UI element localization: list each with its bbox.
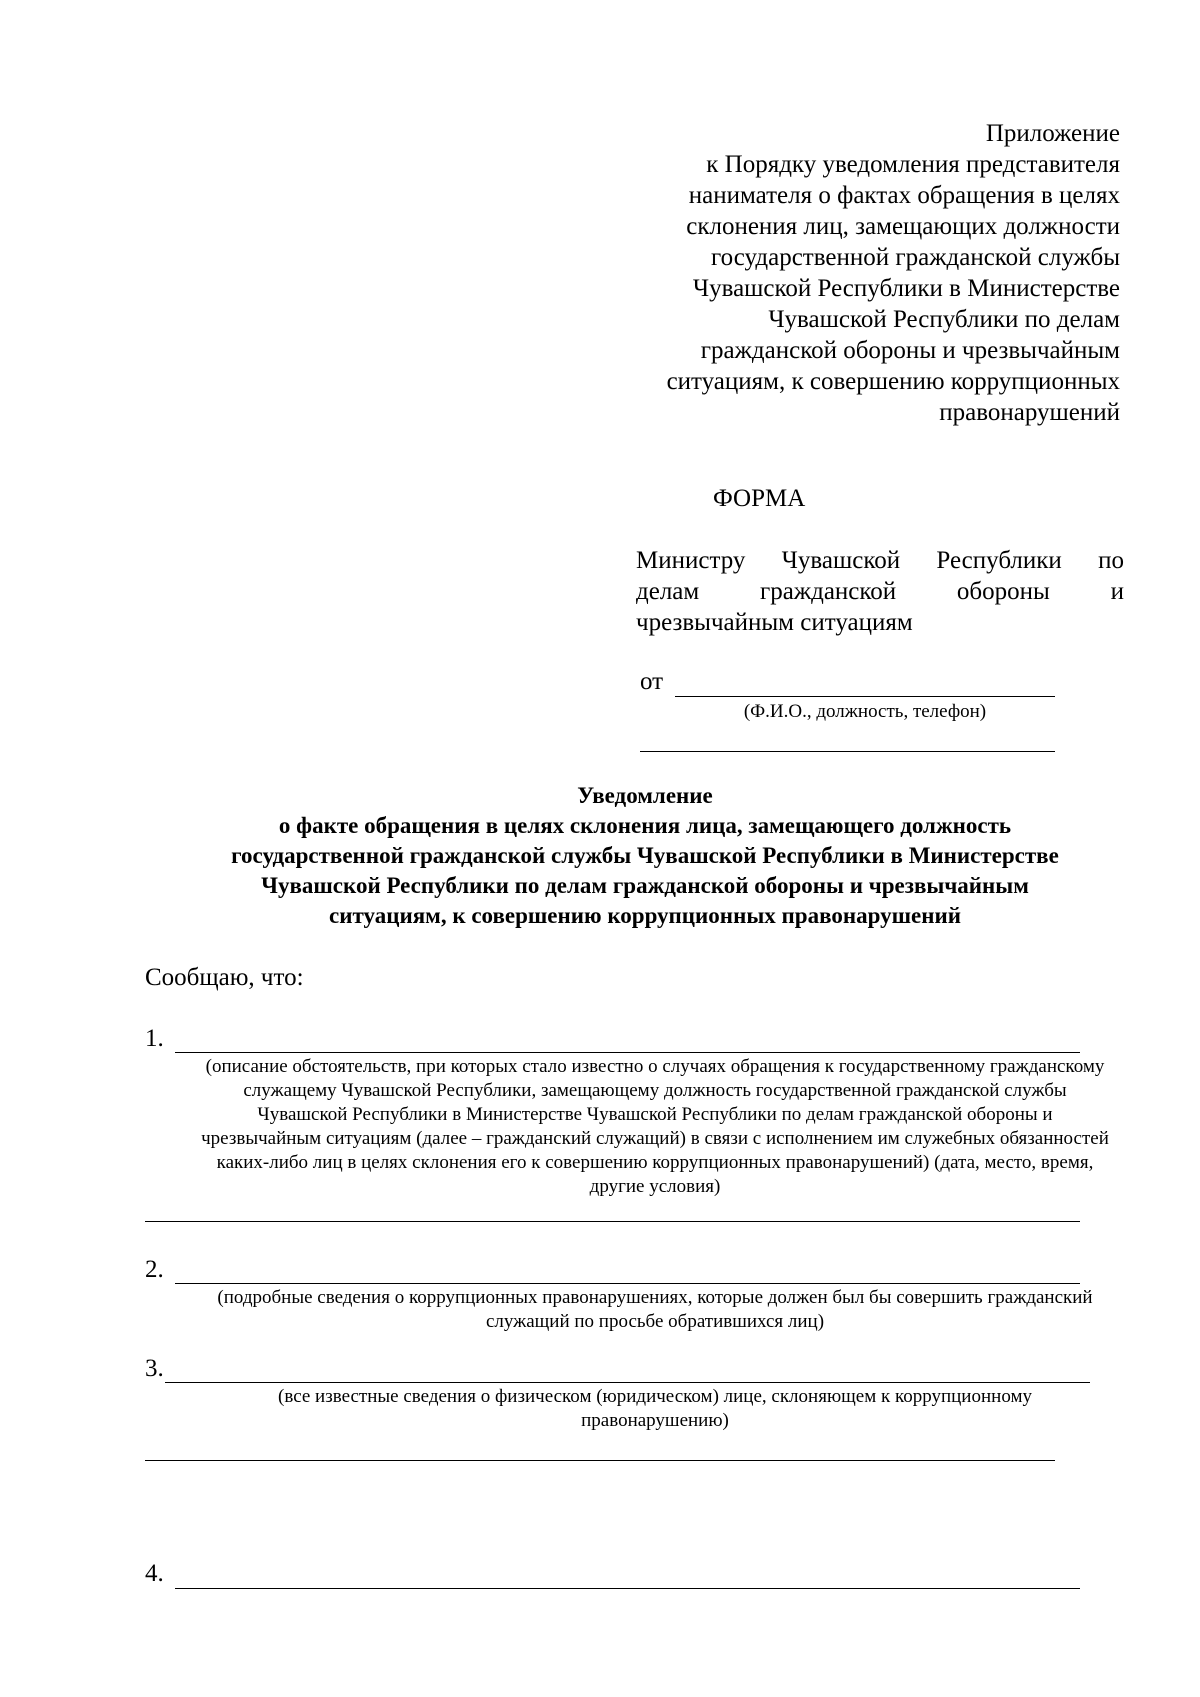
- addressee-line-3: чрезвычайным ситуациям: [636, 609, 913, 636]
- appendix-line: к Порядку уведомления представителя: [706, 151, 1120, 178]
- addressee-word: Чувашской: [781, 547, 901, 574]
- form-label: ФОРМА: [713, 485, 806, 512]
- from-caption: (Ф.И.О., должность, телефон): [743, 701, 987, 722]
- appendix-line: гражданской обороны и чрезвычайным: [700, 337, 1120, 364]
- caption-line: (подробные сведения о коррупционных правонарушениях, которые должен был бы совершить гражданский: [217, 1287, 1093, 1308]
- from-name-field[interactable]: [675, 696, 1055, 697]
- caption-line: (описание обстоятельств, при которых стало известно о случаях обращения к государственному гражданскому: [205, 1056, 1105, 1077]
- notice-heading: Уведомление: [577, 783, 713, 808]
- caption-line: служащий по просьбе обратившихся лиц): [485, 1311, 825, 1332]
- notice-title-line: о факте обращения в целях склонения лица, замещающего должность: [278, 813, 1012, 838]
- caption-line: (все известные сведения о физическом (юридическом) лице, склоняющем к коррупционному: [278, 1386, 1032, 1407]
- item-3-extra-field[interactable]: [145, 1460, 1055, 1461]
- addressee-word: и: [1110, 578, 1124, 605]
- appendix-line: государственной гражданской службы: [710, 244, 1120, 271]
- from-prefix: от: [640, 668, 664, 695]
- item-number: 3.: [145, 1355, 164, 1382]
- appendix-line: Чувашской Республики по делам: [768, 306, 1120, 333]
- addressee-word: Республики: [936, 547, 1062, 574]
- from-extra-field[interactable]: [640, 751, 1055, 752]
- appendix-line: Приложение: [985, 120, 1120, 147]
- item-number: 1.: [145, 1025, 164, 1052]
- item-3-field[interactable]: [165, 1382, 1090, 1383]
- caption-line: каких-либо лиц в целях склонения его к совершению коррупционных правонарушений) (дата, место, время,: [216, 1152, 1094, 1173]
- appendix-line: ситуациям, к совершению коррупционных: [666, 368, 1120, 395]
- appendix-line: правонарушений: [939, 399, 1120, 426]
- notice-title-line: государственной гражданской службы Чувашской Республики в Министерстве: [231, 843, 1059, 868]
- item-1-field[interactable]: [175, 1052, 1080, 1053]
- item-1-caption: [130, 1055, 1180, 1199]
- appendix-line: склонения лиц, замещающих должности: [686, 213, 1120, 240]
- item-2-caption: [130, 1286, 1180, 1334]
- caption-line: чрезвычайным ситуациям (далее – гражданский служащий) в связи с исполнением им служебных обязанностей: [201, 1128, 1109, 1149]
- intro-text: Сообщаю, что:: [145, 964, 304, 991]
- caption-line: Чувашской Республики в Министерстве Чувашской Республики по делам гражданской обороны и: [257, 1104, 1053, 1125]
- addressee-block: [636, 545, 1124, 638]
- caption-line: другие условия): [589, 1176, 721, 1197]
- item-3-caption: [130, 1385, 1180, 1433]
- appendix-line: нанимателя о фактах обращения в целях: [688, 182, 1120, 209]
- addressee-word: по: [1098, 547, 1124, 574]
- item-1-extra-field[interactable]: [145, 1221, 1080, 1222]
- notice-title-line: ситуациям, к совершению коррупционных правонарушений: [329, 903, 961, 928]
- addressee-word: Министру: [636, 547, 746, 574]
- item-4-field[interactable]: [175, 1588, 1080, 1589]
- addressee-word: обороны: [956, 578, 1050, 605]
- addressee-line-1: [636, 545, 1124, 576]
- notice-title: [140, 781, 1150, 931]
- addressee-word: гражданской: [759, 578, 897, 605]
- caption-line: служащему Чувашской Республики, замещающему должность государственной гражданской службы: [243, 1080, 1067, 1101]
- item-number: 4.: [145, 1560, 164, 1587]
- item-number: 2.: [145, 1256, 164, 1283]
- notice-title-line: Чувашской Республики по делам гражданской обороны и чрезвычайным: [261, 873, 1029, 898]
- caption-line: правонарушению): [581, 1410, 729, 1431]
- addressee-line-2: [636, 576, 1124, 607]
- item-2-field[interactable]: [175, 1283, 1080, 1284]
- appendix-line: Чувашской Республики в Министерстве: [692, 275, 1120, 302]
- appendix-header: [600, 118, 1120, 428]
- addressee-word: делам: [636, 578, 700, 605]
